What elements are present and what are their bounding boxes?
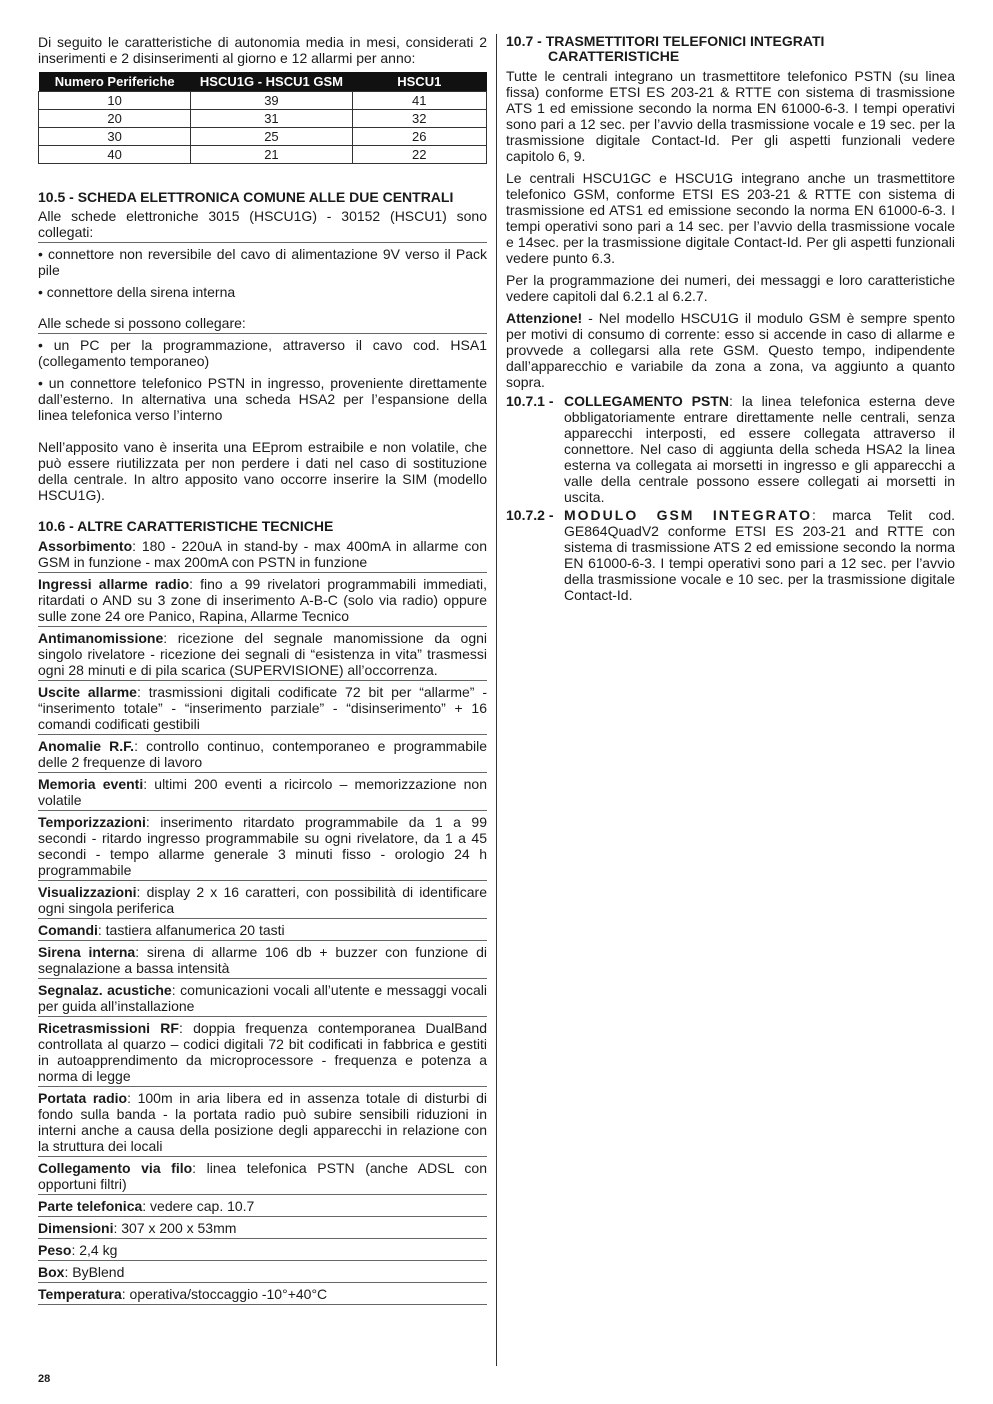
subsection-10-7-1 bbox=[506, 393, 955, 505]
table-cell: 25 bbox=[191, 128, 352, 146]
table-cell: 41 bbox=[352, 92, 486, 110]
spec-item bbox=[38, 776, 487, 811]
spec-label: Anomalie R.F. bbox=[38, 738, 135, 754]
table-row bbox=[39, 146, 487, 164]
section-10-6-title: 10.6 - ALTRE CARATTERISTICHE TECNICHE bbox=[38, 518, 334, 534]
spec-item bbox=[38, 922, 487, 941]
spec-label: Sirena interna bbox=[38, 944, 136, 960]
section-10-5-title: 10.5 - SCHEDA ELETTRONICA COMUNE ALLE DUE CENTRALI bbox=[38, 189, 454, 205]
spec-label: Box bbox=[38, 1264, 65, 1280]
subsection-title: MODULO GSM INTEGRATO bbox=[564, 507, 812, 523]
spec-value: : trasmissioni digitali codificate 72 bit per “allarme” - “inserimento totale” - “inserimento parziale” - “disinserimento” + 16 comandi codificati gestibili bbox=[38, 684, 487, 732]
spec-value: : 100m in aria libera ed in assenza totale di disturbi di fondo sulla banda - la portata radio può subire sensibili riduzioni in interni anche a causa della posizione degli apparecchi in relazione con la struttura dei locali bbox=[38, 1090, 487, 1154]
subsection-text: : la linea telefonica esterna deve obbligatoriamente entrare direttamente nelle centrali, senza apparecchi interposti, ed essere collegata attraverso il connettore. Nel caso di aggiunta della scheda HSA2 la linea esterna va collegata ai morsetti in ingresso e gli apparecchi a valle della centrale possono essere collegati ai morsetti in uscita. bbox=[564, 393, 955, 505]
bullet-item: • un PC per la programmazione, attraverso il cavo cod. HSA1 (collegamento temporaneo) bbox=[38, 337, 487, 369]
spec-value: : inserimento ritardato programmabile da 1 a 99 secondi - ritardo ingresso programmabile su ogni rivelatore, da 1 a 45 secondi - tempo allarme generale 3 minuti fisso - orologio 24 h programmabile bbox=[38, 814, 487, 878]
spec-value: : fino a 99 rivelatori programmabili immediati, ritardati o AND su 3 zone di inserimento A-B-C (solo via radio) oppure sulle zone 24 ore Panico, Rapina, Allarme Tecnico bbox=[38, 576, 487, 624]
spec-item bbox=[38, 1160, 487, 1195]
spec-item bbox=[38, 738, 487, 773]
table-cell: 20 bbox=[39, 110, 191, 128]
table-cell: 26 bbox=[352, 128, 486, 146]
table-row bbox=[39, 92, 487, 110]
spec-value: : ByBlend bbox=[64, 1264, 125, 1280]
left-column bbox=[38, 34, 487, 1308]
spec-item bbox=[38, 1264, 487, 1283]
spec-label: Uscite allarme bbox=[38, 684, 137, 700]
spec-value: : 307 x 200 x 53mm bbox=[113, 1220, 237, 1236]
table-row bbox=[39, 110, 487, 128]
spec-label: Parte telefonica bbox=[38, 1198, 143, 1214]
spec-item bbox=[38, 576, 487, 627]
table-cell: 22 bbox=[352, 146, 486, 164]
table-row bbox=[39, 128, 487, 146]
subsection-title: COLLEGAMENTO PSTN bbox=[564, 393, 730, 409]
spec-value: : 180 - 220uA in stand-by - max 400mA in allarme con GSM in funzione - max 200mA con PSTN in funzione bbox=[38, 538, 487, 570]
spec-label: Comandi bbox=[38, 922, 98, 938]
spec-value: : doppia frequenza contemporanea DualBand controllata al quarzo – codici digitali 72 bit codificati in fabbrica e gestiti in autoapprendimento da microprocessore - frequenza e potenza a norma di legge bbox=[38, 1020, 487, 1084]
subsection-number: 10.7.2 - bbox=[506, 507, 554, 523]
spec-item bbox=[38, 630, 487, 681]
spec-value: : operativa/stoccaggio -10°+40°C bbox=[121, 1286, 328, 1302]
warning-label: Attenzione! bbox=[506, 310, 583, 326]
table-header: HSCU1 bbox=[352, 72, 486, 92]
bullet-item: • connettore non reversibile del cavo di alimentazione 9V verso il Pack pile bbox=[38, 246, 487, 278]
spec-item bbox=[38, 1090, 487, 1157]
spec-value: : 2,4 kg bbox=[71, 1242, 118, 1258]
table-cell: 40 bbox=[39, 146, 191, 164]
warning-paragraph bbox=[506, 310, 955, 390]
spec-label: Portata radio bbox=[38, 1090, 128, 1106]
table-header-row bbox=[39, 72, 487, 92]
spec-item bbox=[38, 1220, 487, 1239]
spec-item bbox=[38, 538, 487, 573]
spec-value: : sirena di allarme 106 db + buzzer con funzione di segnalazione a bassa intensità bbox=[38, 944, 487, 976]
right-column bbox=[506, 34, 955, 603]
section-10-5-paragraph: Nell’apposito vano è inserita una EEprom estraibile e non volatile, che può essere riutilizzata per non perdere i dati nel caso di sostituzione della centrale. In altro apposito vano occorre inserire la SIM (modello HSCU1G). bbox=[38, 439, 487, 503]
table-cell: 10 bbox=[39, 92, 191, 110]
spec-label: Peso bbox=[38, 1242, 72, 1258]
spec-value: : comunicazioni vocali all’utente e messaggi vocali per guida all’installazione bbox=[38, 982, 487, 1014]
spec-value: : tastiera alfanumerica 20 tasti bbox=[97, 922, 285, 938]
spec-value: : linea telefonica PSTN (anche ADSL con opportuni filtri) bbox=[38, 1160, 487, 1192]
subsection-10-7-2 bbox=[506, 507, 955, 603]
spec-item bbox=[38, 1198, 487, 1217]
spec-item bbox=[38, 1020, 487, 1087]
subsection-text: : marca Telit cod. GE864QuadV2 conforme ETSI ES 203-21 and RTTE con sistema di trasmissione ATS 2 ed emissione secondo la norma EN 61000-6-3. I tempi operativi sono pari a 12 sec. per l’avvio della trasmissione vocale e 10 sec. per la trasmissione digitale Contact-Id. bbox=[564, 507, 955, 603]
spec-label: Collegamento via filo bbox=[38, 1160, 193, 1176]
spec-list bbox=[38, 538, 487, 1305]
section-10-7-title-line1: 10.7 - TRASMETTITORI TELEFONICI INTEGRATI bbox=[506, 33, 825, 49]
section-10-5-intro: Alle schede elettroniche 3015 (HSCU1G) - 30152 (HSCU1) sono collegati: bbox=[38, 208, 487, 243]
autonomy-table bbox=[38, 72, 487, 164]
spec-label: Dimensioni bbox=[38, 1220, 114, 1236]
section-10-7-paragraph: Le centrali HSCU1GC e HSCU1G integrano anche un trasmettitore telefonico GSM, conforme ETSI ES 203-21 & RTTE con sistema di trasmissione ed ATS1 ed emissione secondo la norma EN 61000-6-3. I tempi operativi sono pari a 14 sec. per l’avvio della trasmissione vocale e 14sec. per la trasmissione digitale Contact-Id. Per gli aspetti funzionali vedere punto 6.3. bbox=[506, 170, 955, 266]
spec-value: : ultimi 200 eventi a ricircolo – memorizzazione non volatile bbox=[38, 776, 487, 808]
spec-label: Assorbimento bbox=[38, 538, 133, 554]
section-10-7-paragraph: Tutte le centrali integrano un trasmettitore telefonico PSTN (su linea fissa) conforme ETSI ES 203-21 & RTTE con sistema di trasmissione ATS 1 ed emissione secondo la norma EN 61000-6-3. I tempi operativi sono pari a 12 sec. per l’avvio della trasmissione vocale e 19 sec. per la trasmissione digitale Contact-Id. Per gli aspetti funzionali vedere capitolo 6, 9. bbox=[506, 68, 955, 164]
table-cell: 32 bbox=[352, 110, 486, 128]
bullet-item: • un connettore telefonico PSTN in ingresso, proveniente direttamente dall’esterno. In alternativa una scheda HSA2 per l’espansione della linea telefonica verso l’interno bbox=[38, 375, 487, 423]
spec-label: Temperatura bbox=[38, 1286, 122, 1302]
intro-paragraph: Di seguito le caratteristiche di autonomia media in mesi, considerati 2 inserimenti e 2 disinserimenti al giorno e 12 allarmi per anno: bbox=[38, 34, 487, 66]
spec-value: : controllo continuo, contemporaneo e programmabile delle 2 frequenze di lavoro bbox=[38, 738, 487, 770]
spec-item bbox=[38, 884, 487, 919]
warning-text: - Nel modello HSCU1G il modulo GSM è sempre spento per motivi di consumo di corrente: esso si accende in caso di allarme e provvede a collegarsi alla rete GSM. Questo tempo, indipendente dall’apparecchio e variabile da zona a zona, va aggiunto a quanto sopra. bbox=[506, 310, 955, 390]
section-10-7-title-line2: CARATTERISTICHE bbox=[548, 48, 680, 64]
spec-item bbox=[38, 1242, 487, 1261]
spec-item bbox=[38, 1286, 487, 1305]
spec-label: Segnalaz. acustiche bbox=[38, 982, 172, 998]
table-cell: 39 bbox=[191, 92, 352, 110]
section-10-5-paragraph: Alle schede si possono collegare: bbox=[38, 315, 487, 334]
section-10-7-paragraph: Per la programmazione dei numeri, dei messaggi e loro caratteristiche vedere capitoli dal 6.2.1 al 6.2.7. bbox=[506, 272, 955, 304]
spec-label: Memoria eventi bbox=[38, 776, 144, 792]
spec-item bbox=[38, 944, 487, 979]
section-10-7-title bbox=[506, 34, 955, 64]
page-number: 28 bbox=[38, 1373, 51, 1385]
bullet-item: • connettore della sirena interna bbox=[38, 284, 236, 300]
subsection-number: 10.7.1 - bbox=[506, 393, 554, 409]
spec-label: Temporizzazioni bbox=[38, 814, 146, 830]
table-cell: 21 bbox=[191, 146, 352, 164]
spec-value: : ricezione del segnale manomissione da ogni singolo rivelatore - ricezione dei segnali di “esistenza in vita” trasmessi ogni 28 minuti e di pila scarica (SUPERVISIONE) all’occorrenza. bbox=[38, 630, 487, 678]
column-divider bbox=[496, 34, 497, 1366]
spec-label: Ingressi allarme radio bbox=[38, 576, 190, 592]
spec-item bbox=[38, 982, 487, 1017]
spec-value: : vedere cap. 10.7 bbox=[142, 1198, 255, 1214]
table-cell: 31 bbox=[191, 110, 352, 128]
table-header: Numero Periferiche bbox=[39, 72, 191, 92]
spec-label: Antimanomissione bbox=[38, 630, 164, 646]
spec-label: Ricetrasmissioni RF bbox=[38, 1020, 179, 1036]
table-header: HSCU1G - HSCU1 GSM bbox=[191, 72, 352, 92]
spec-item bbox=[38, 684, 487, 735]
spec-label: Visualizzazioni bbox=[38, 884, 137, 900]
spec-value: : display 2 x 16 caratteri, con possibilità di identificare ogni singola periferica bbox=[38, 884, 487, 916]
table-cell: 30 bbox=[39, 128, 191, 146]
spec-item bbox=[38, 814, 487, 881]
